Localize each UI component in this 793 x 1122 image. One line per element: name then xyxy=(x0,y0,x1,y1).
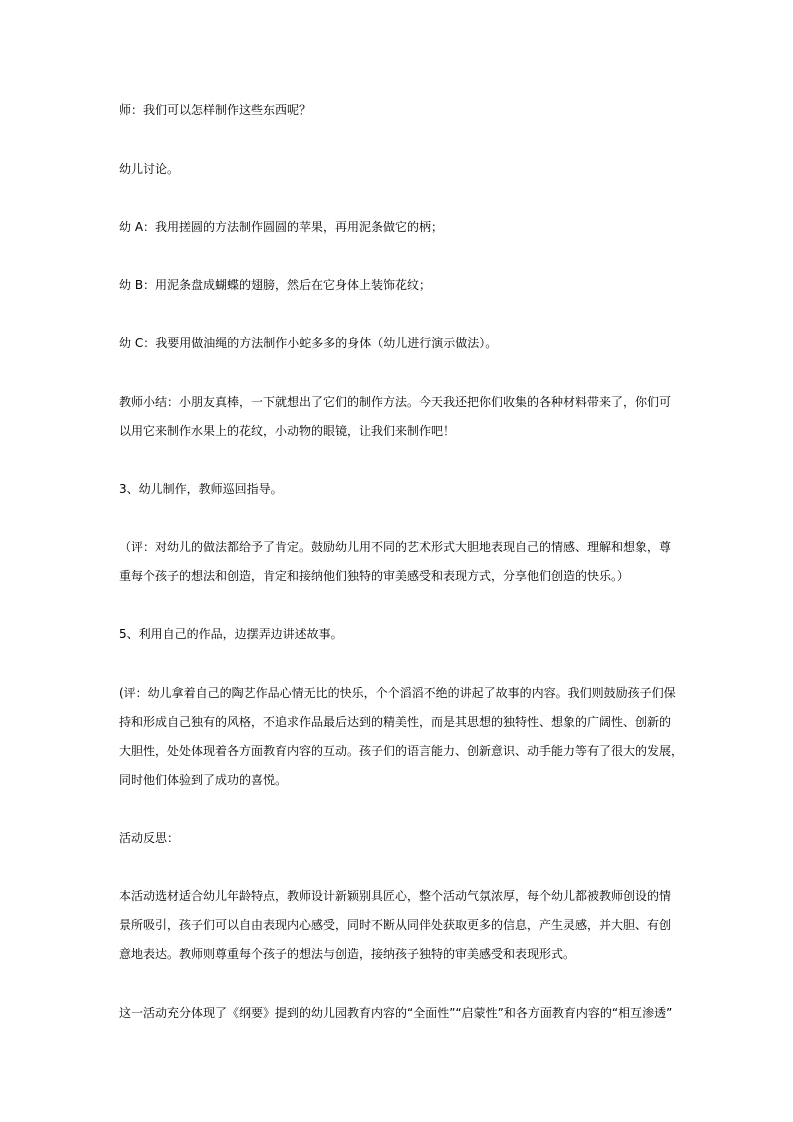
text-line: 幼 B：用泥条盘成蝴蝶的翅膀，然后在它身体上装饰花纹； xyxy=(119,278,432,292)
text-line: 意地表达。教师则尊重每个孩子的想法与创造，接纳孩子独特的审美感受和表现形式。 xyxy=(119,947,576,961)
paragraph xyxy=(119,213,675,242)
text-line: 幼儿讨论。 xyxy=(119,162,180,176)
text-line: 3、幼儿制作，教师巡回指导。 xyxy=(119,482,283,496)
paragraph xyxy=(119,999,675,1028)
text-line: 幼 A：我用搓圆的方法制作圆圆的苹果，再用泥条做它的柄； xyxy=(119,220,444,234)
text-line: 这一活动充分体现了《纲要》提到的幼儿园教育内容的“全面性”“启蒙性”和各方面教育内容的“相互渗透” xyxy=(119,1006,673,1020)
text-line: 幼 C：我要用做油绳的方法制作小蛇多多的身体（幼儿进行演示做法）。 xyxy=(119,336,498,350)
text-line: 同时他们体验到了成功的喜悦。 xyxy=(119,773,288,787)
text-line: 师：我们可以怎样制作这些东西呢？ xyxy=(119,103,312,117)
text-line: 大胆性，处处体现着各方面教育内容的互动。孩子们的语言能力、创新意识、动手能力等有了很大的发展， xyxy=(119,744,684,758)
text-line: 活动反思： xyxy=(119,831,180,845)
paragraph xyxy=(119,155,675,184)
text-line: (评：幼儿拿着自己的陶艺作品心情无比的快乐，个个滔滔不绝的讲起了故事的内容。我们则鼓励孩子们保 xyxy=(119,686,676,700)
paragraph xyxy=(119,329,675,358)
text-line: 持和形成自己独有的风格，不追求作品最后达到的精美性，而是其思想的独特性、想象的广阔性、创新的 xyxy=(119,715,672,729)
text-line: 教师小结：小朋友真棒，一下就想出了它们的制作方法。今天我还把你们收集的各种材料带来了，你们可 xyxy=(119,395,672,409)
text-line: 本活动选材适合幼儿年龄特点，教师设计新颖别具匠心，整个活动气氛浓厚，每个幼儿都被教师创设的情 xyxy=(119,889,672,903)
paragraph xyxy=(119,388,675,446)
paragraph xyxy=(119,882,675,969)
text-line: 5、利用自己的作品，边摆弄边讲述故事。 xyxy=(119,627,343,641)
paragraph xyxy=(119,475,675,504)
text-line: 景所吸引，孩子们可以自由表现内心感受，同时不断从同伴处获取更多的信息，产生灵感，并大胆、有创 xyxy=(119,918,672,932)
text-line: 以用它来制作水果上的花纹，小动物的眼镜，让我们来制作吧！ xyxy=(119,424,456,438)
paragraph xyxy=(119,271,675,300)
paragraph xyxy=(119,620,675,649)
text-line: （评：对幼儿的做法都给予了肯定。鼓励幼儿用不同的艺术形式大胆地表现自己的情感、理解和想象，尊 xyxy=(119,540,672,554)
paragraph xyxy=(119,824,675,853)
paragraph xyxy=(119,533,675,591)
paragraph xyxy=(119,96,675,125)
text-line: 重每个孩子的想法和创造，肯定和接纳他们独特的审美感受和表现方式，分享他们创造的快乐。） xyxy=(119,569,630,583)
paragraph xyxy=(119,679,684,795)
